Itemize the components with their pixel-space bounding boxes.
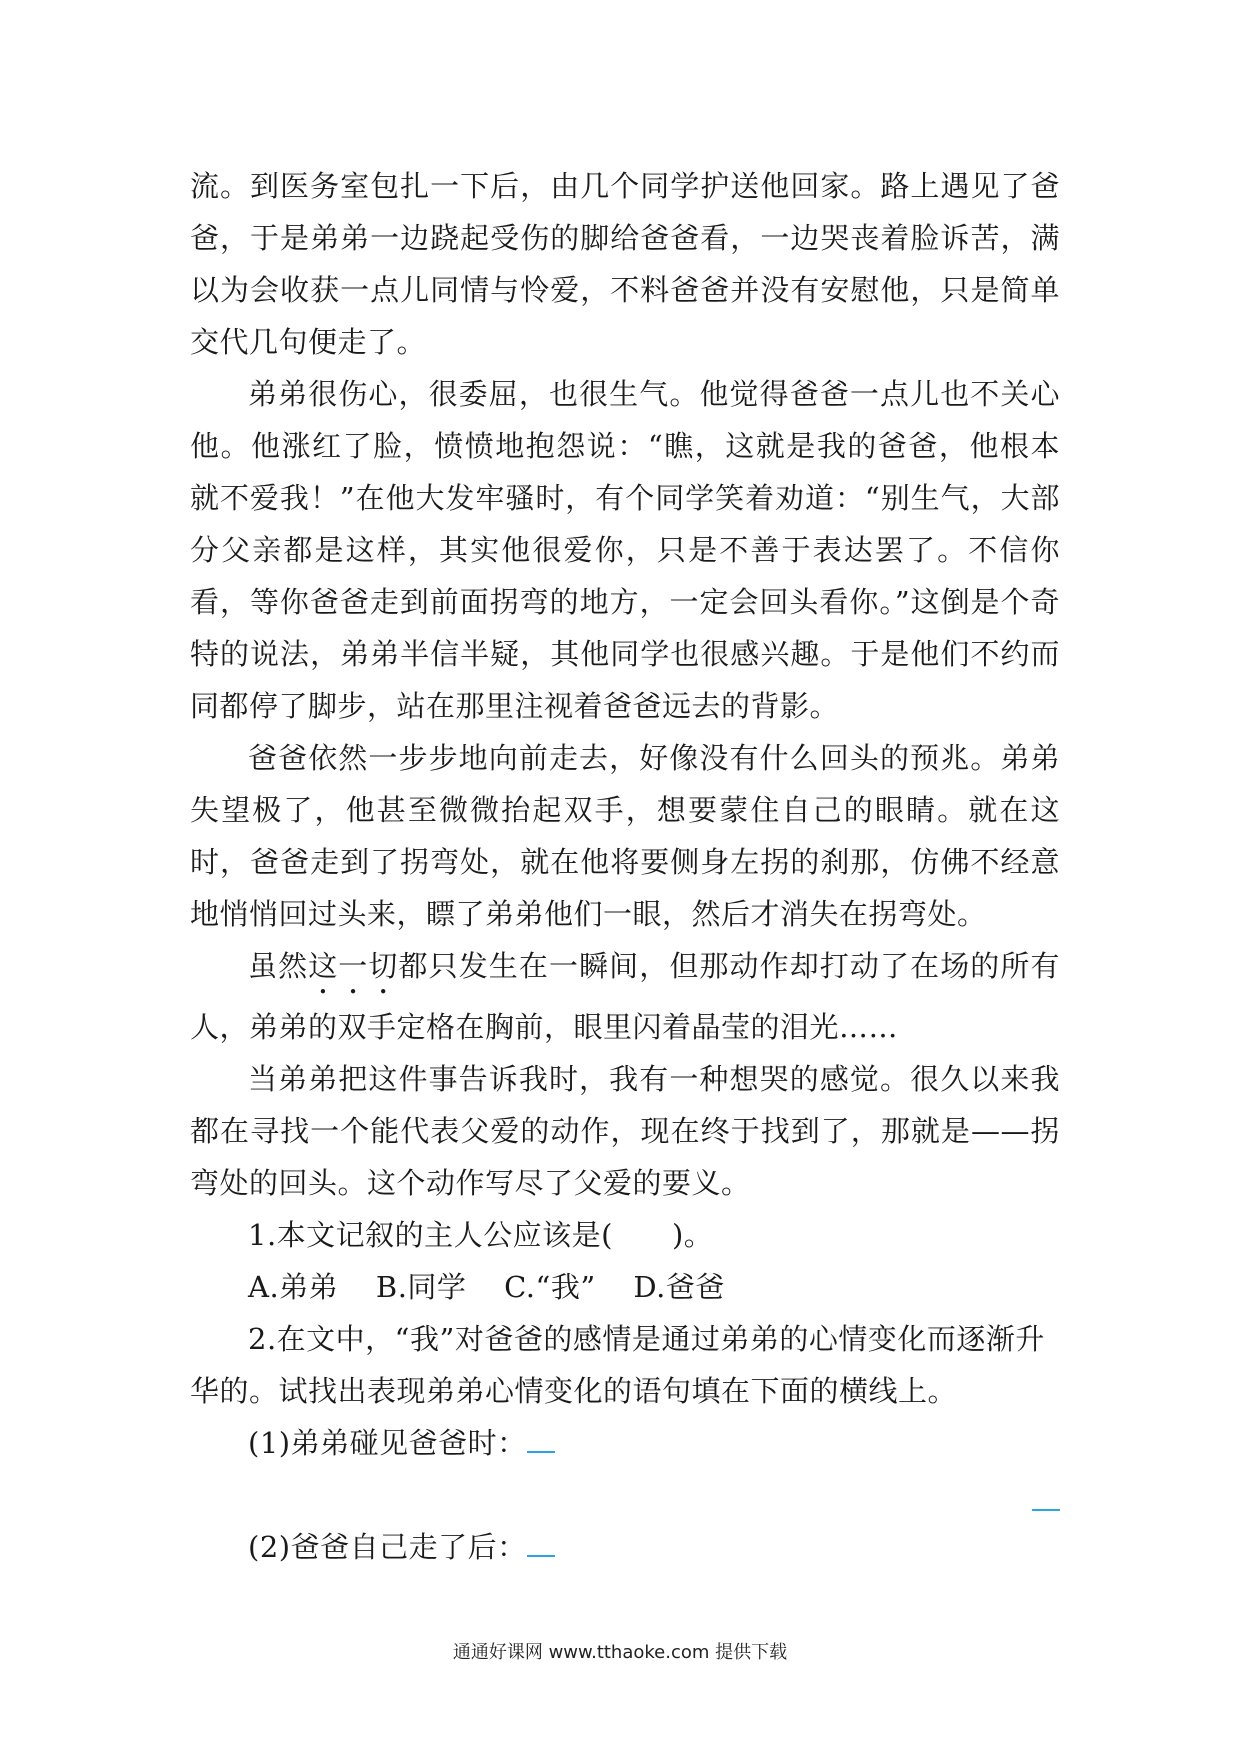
question-2-part-2-label: (2)爸爸自己走了后： [248, 1530, 527, 1564]
p4-text-after: 都只发生在一瞬间，但那动作却打动了在场的所有人，弟弟的双手定格在胸前，眼里闪着晶莹的泪光…… [190, 949, 1060, 1044]
question-1-options [190, 1261, 1060, 1313]
page-footer: 通通好课网 www.tthaoke.com 提供下载 [452, 1642, 788, 1663]
passage-paragraph-1: 流。到医务室包扎一下后，由几个同学护送他回家。路上遇见了爸爸，于是弟弟一边跷起受伤的脚给爸爸看，一边哭丧着脸诉苦，满以为会收获一点儿同情与怜爱，不料爸爸并没有安慰他，只是简单交代几句便走了。 [190, 169, 1060, 359]
reading-content [190, 160, 1060, 1573]
option-d: D.爸爸 [633, 1270, 725, 1304]
option-a: A.弟弟 [248, 1270, 339, 1304]
passage-paragraph-5: 当弟弟把这件事告诉我时，我有一种想哭的感觉。很久以来我都在寻找一个能代表父爱的动作，现在终于找到了，那就是——拐弯处的回头。这个动作写尽了父爱的要义。 [190, 1062, 1060, 1200]
answer-blank-1-end[interactable] [1032, 1483, 1060, 1511]
passage-paragraph-2: 弟弟很伤心，很委屈，也很生气。他觉得爸爸一点儿也不关心他。他涨红了脸，愤愤地抱怨说：“瞧，这就是我的爸爸，他根本就不爱我！”在他大发牢骚时，有个同学笑着劝道：“别生气，大部分父亲都是这样，其实他很爱你，只是不善于表达罢了。不信你看，等你爸爸走到前面拐弯的地方，一定会回头看你。”这倒是个奇特的说法，弟弟半信半疑，其他同学也很感兴趣。于是他们不约而同都停了脚步，站在那里注视着爸爸远去的背影。 [190, 377, 1060, 723]
passage-paragraph-4 [190, 940, 1060, 1053]
question-2-part-1-label: (1)弟弟碰见爸爸时： [248, 1426, 527, 1460]
question-2-part-2 [190, 1521, 1060, 1573]
question-2-part-1 [190, 1417, 1060, 1469]
answer-blank-1[interactable] [527, 1425, 555, 1453]
p4-dotted-emphasis: 这一切 [308, 949, 399, 983]
question-2: 2.在文中，“我”对爸爸的感情是通过弟弟的心情变化而逐渐升华的。试找出表现弟弟心情变化的语句填在下面的横线上。 [190, 1322, 1045, 1408]
passage-paragraph-3: 爸爸依然一步步地向前走去，好像没有什么回头的预兆。弟弟失望极了，他甚至微微抬起双手，想要蒙住自己的眼睛。就在这时，爸爸走到了拐弯处，就在他将要侧身左拐的刹那，仿佛不经意地悄悄回过头来，瞟了弟弟他们一眼，然后才消失在拐弯处。 [190, 741, 1060, 931]
answer-blank-2[interactable] [527, 1529, 555, 1557]
question-1: 1.本文记叙的主人公应该是( )。 [248, 1218, 714, 1252]
p4-text-before: 虽然 [248, 949, 309, 983]
option-b: B.同学 [375, 1270, 467, 1304]
option-c: C.“我” [504, 1270, 596, 1304]
